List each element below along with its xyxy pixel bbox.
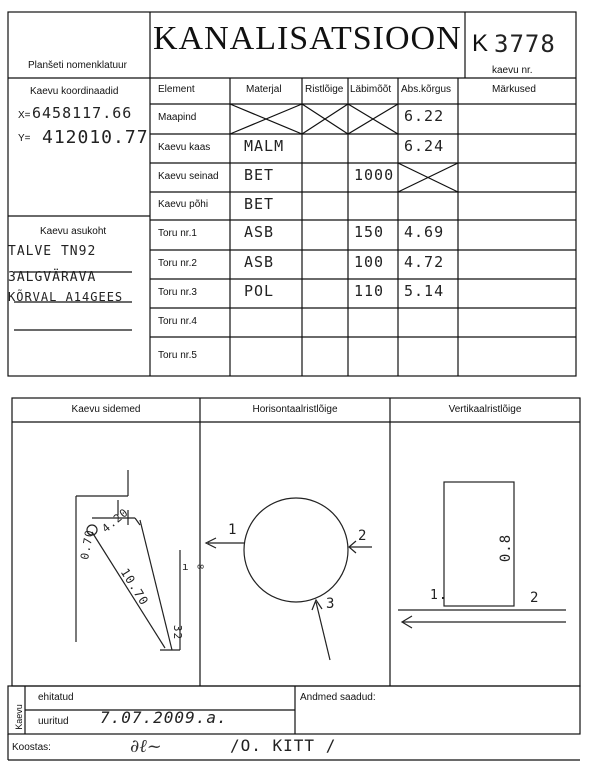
y-label: Y= bbox=[18, 133, 31, 144]
well-number: 3778 bbox=[494, 30, 556, 58]
pipe-2-label: 2 bbox=[358, 528, 368, 544]
vertical-sketch bbox=[398, 482, 566, 628]
x-label: X= bbox=[18, 110, 31, 121]
annotation-070: 0.70 bbox=[78, 528, 97, 561]
col-header-materjal: Materjal bbox=[246, 84, 282, 95]
row-labimoot: 110 bbox=[354, 282, 385, 300]
well-number-label: kaevu nr. bbox=[492, 65, 533, 76]
row-abs: 4.69 bbox=[404, 223, 445, 241]
col-header-ristloige: Ristlõige bbox=[305, 84, 344, 95]
row-abs: 6.22 bbox=[404, 107, 445, 125]
surveyed-label: uuritud bbox=[38, 716, 69, 727]
vertical-height-label: 0.8 bbox=[498, 533, 515, 563]
row-materjal: BET bbox=[244, 195, 275, 213]
vertical-pipe-2-label: 2 bbox=[530, 590, 540, 606]
row-element: Toru nr.4 bbox=[158, 315, 197, 327]
col-header-markused: Märkused bbox=[492, 84, 536, 95]
row-element: Kaevu seinad bbox=[158, 170, 219, 182]
location-line-3: KÕRVAL A14GEES bbox=[8, 290, 124, 304]
row-abs: 5.14 bbox=[404, 282, 445, 300]
coords-label: Kaevu koordinaadid bbox=[30, 86, 119, 97]
y-value: 412010.77 bbox=[42, 127, 149, 148]
annotation-1070: 10.70 bbox=[117, 565, 152, 609]
row-materjal: ASB bbox=[244, 253, 275, 271]
compiled-by: /O. KITT / bbox=[230, 736, 337, 755]
row-element: Toru nr.2 bbox=[158, 257, 197, 269]
row-labimoot: 150 bbox=[354, 223, 385, 241]
row-labimoot: 1000 bbox=[354, 166, 395, 184]
annotation-side: ı ∞ bbox=[182, 560, 205, 573]
row-element: Kaevu põhi bbox=[158, 199, 209, 210]
col-header-labimoot: Läbimõõt bbox=[350, 84, 392, 95]
signature: ∂ℓ~ bbox=[130, 736, 162, 757]
surveyed-date: 7.07.2009.a. bbox=[100, 708, 228, 727]
built-label: ehitatud bbox=[38, 692, 74, 703]
vertical-pipe-1-label: 1. bbox=[430, 588, 448, 603]
col-header-abs: Abs.kõrgus bbox=[401, 84, 452, 95]
footer-side-label: Kaevu bbox=[13, 704, 24, 730]
location-label: Kaevu asukoht bbox=[40, 226, 107, 237]
row-element: Maapind bbox=[158, 112, 197, 123]
row-abs: 6.24 bbox=[404, 137, 445, 155]
row-abs: 4.72 bbox=[404, 253, 445, 271]
vertical-label: Vertikaalristlõige bbox=[448, 404, 522, 415]
row-materjal: BET bbox=[244, 166, 275, 184]
pipe-1-label: 1 bbox=[228, 522, 238, 538]
row-materjal: POL bbox=[244, 282, 275, 300]
links-sketch bbox=[76, 470, 180, 650]
compiled-label: Koostas: bbox=[12, 742, 51, 753]
row-element: Toru nr.3 bbox=[158, 286, 197, 298]
location-line-1: TALVE TN92 bbox=[8, 244, 97, 259]
annotation-420: 4.20 bbox=[99, 505, 132, 536]
row-element: Kaevu kaas bbox=[158, 141, 211, 153]
horizontal-label: Horisontaalristlõige bbox=[252, 404, 338, 415]
row-labimoot: 100 bbox=[354, 253, 385, 271]
data-received-label: Andmed saadud: bbox=[300, 692, 376, 703]
pipe-3-label: 3 bbox=[326, 596, 336, 612]
location-line-2: ЗALGVÄRAVA bbox=[8, 270, 97, 285]
k-prefix: K bbox=[472, 30, 489, 57]
row-materjal: MALM bbox=[244, 137, 285, 155]
col-header-element: Element bbox=[158, 84, 195, 95]
links-label: Kaevu sidemed bbox=[71, 404, 141, 415]
page-title: KANALISATSIOON bbox=[153, 20, 462, 57]
nomenclature-label: Planšeti nomenklatuur bbox=[28, 60, 127, 71]
row-materjal: ASB bbox=[244, 223, 275, 241]
annotation-32: 32 bbox=[171, 624, 185, 641]
row-element: Toru nr.5 bbox=[158, 349, 197, 361]
x-value: 6458117.66 bbox=[32, 104, 133, 122]
row-element: Toru nr.1 bbox=[158, 228, 197, 239]
